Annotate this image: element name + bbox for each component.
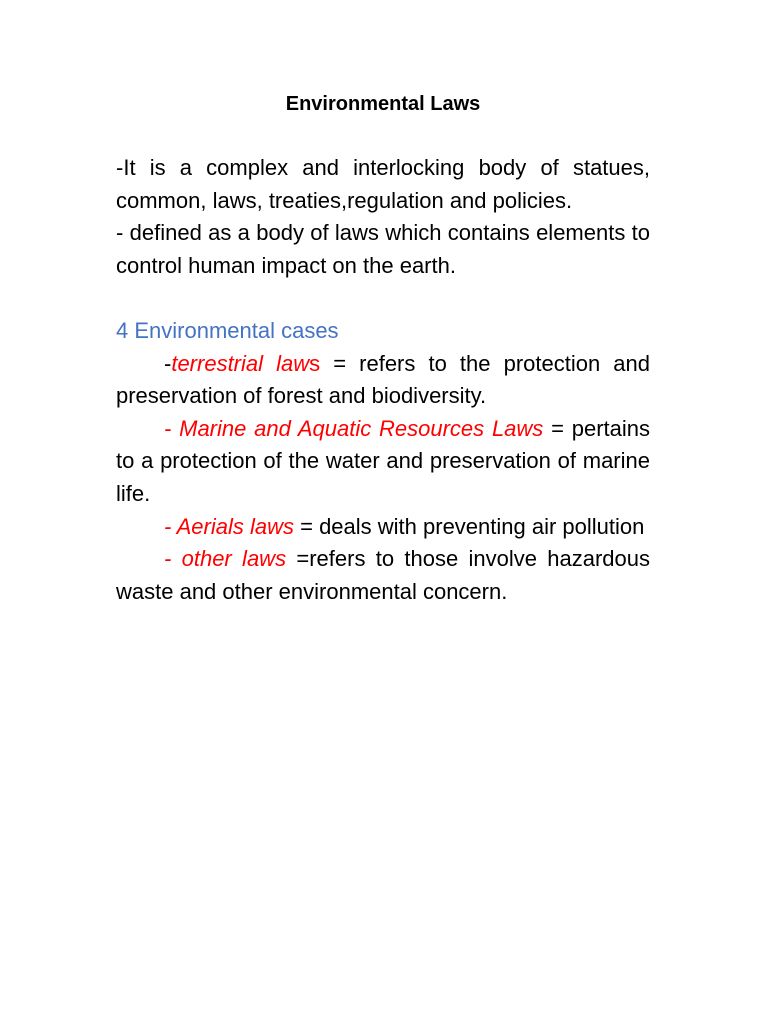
case-marine [116,413,650,511]
document-title: Environmental Laws [285,93,481,115]
section-heading: 4 Environmental cases [116,317,339,343]
case-definition: = deals with preventing air pollution [294,513,645,539]
intro-paragraph-2: - defined as a body of laws which contains elements to control human impact on the earth. [116,220,650,278]
case-term: - other laws [164,546,287,572]
case-term-suffix: s [309,350,321,376]
case-other [116,543,650,608]
case-term: - Marine and Aquatic Resources Laws [164,415,544,441]
intro-paragraph-1: -It is a complex and interlocking body of statues, common, laws, treaties,regulation and policies. [116,155,650,213]
case-definition: = refers to the protection and preservation of forest and biodiversity. [116,350,650,409]
case-term: terrestrial law [171,350,310,376]
case-definition: = pertains to a protection of the water and preservation of marine life. [116,415,651,506]
case-term: - Aerials laws [164,513,294,539]
case-prefix: - [164,350,172,376]
case-aerial [116,511,650,544]
blank-line [116,282,650,315]
document-page [116,88,650,608]
case-definition: =refers to those involve hazardous waste and other environmental concern. [116,546,651,604]
case-terrestrial [116,348,650,413]
